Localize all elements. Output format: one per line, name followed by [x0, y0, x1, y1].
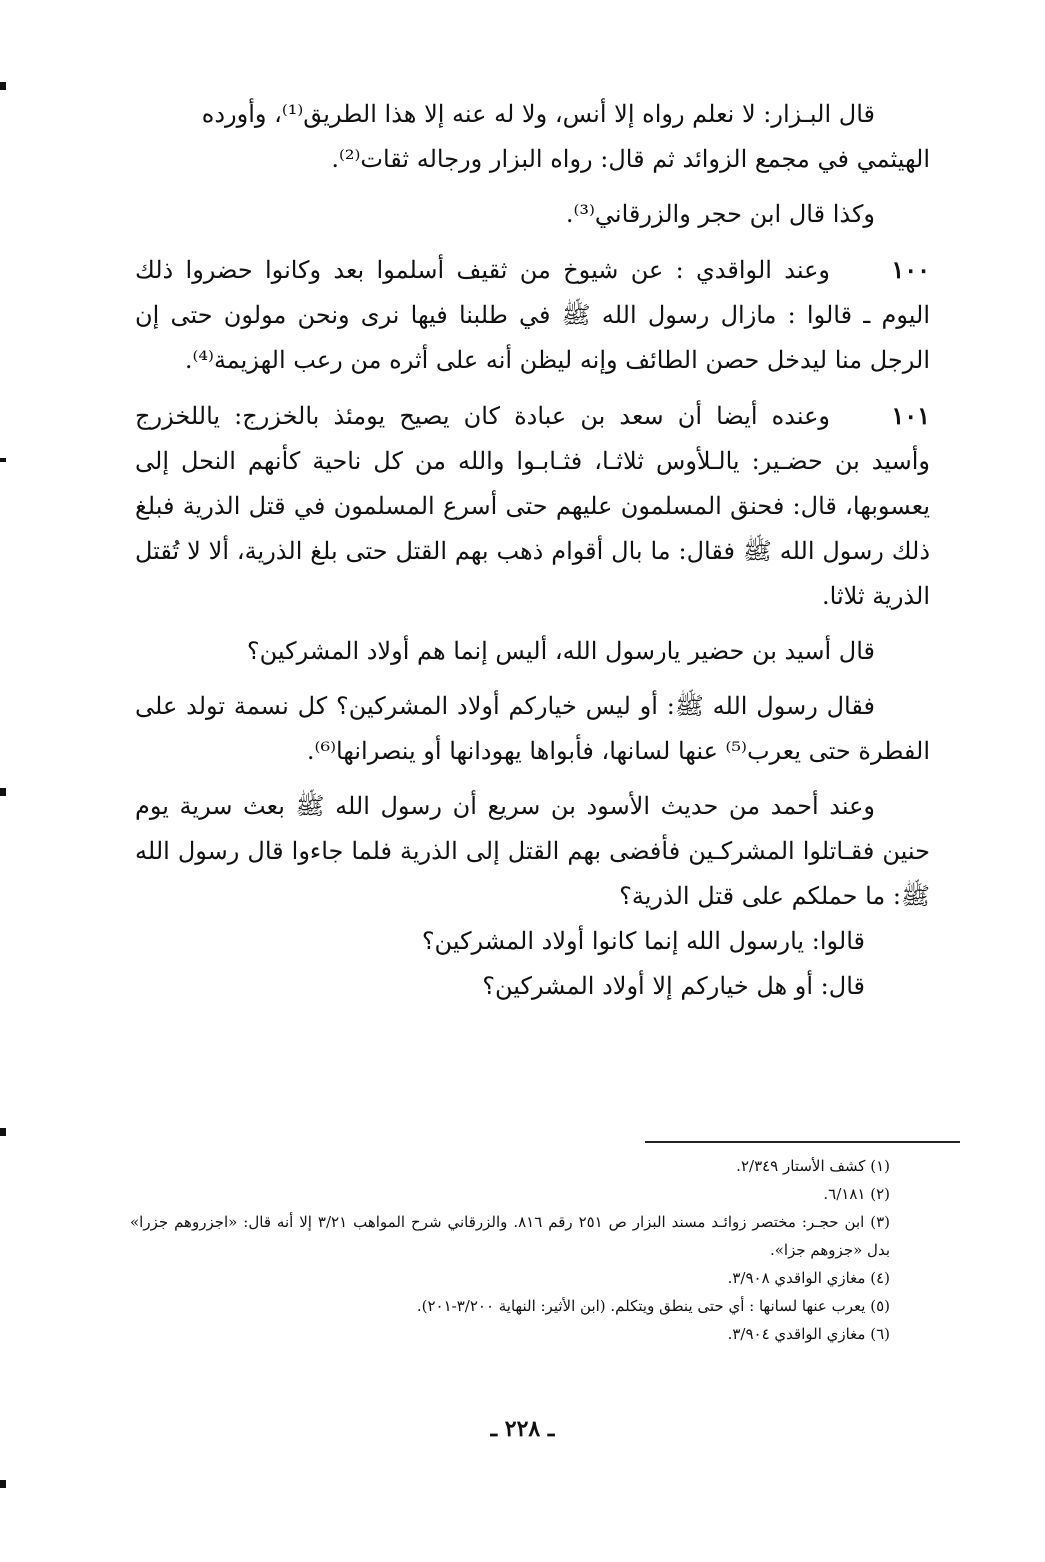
footnote: (٣) ابن حجـر: مختصر زوائـد مسند البزار ص ٢٥١ رقم ٨١٦. والزرقاني شرح المواهب ٣/٢١ إلا أنه قال: «اجزروهم جزرا» بدل «جزوهم جزا».	[130, 1213, 890, 1259]
dialogue-line: قال: أو هل خياركم إلا أولاد المشركين؟	[482, 972, 865, 1000]
scan-edge-mark	[0, 1128, 6, 1136]
footnote: (١) كشف الأستار ٢/٣٤٩.	[736, 1157, 890, 1175]
hadith-number: ١٠٠	[891, 255, 930, 284]
hadith-number: ١٠١	[891, 401, 930, 430]
main-text	[135, 92, 930, 1019]
paragraph-101	[135, 393, 930, 619]
paragraph-text: وعند الواقدي : عن شيوخ من ثقيف أسلموا بعد وكانوا حضروا ذلك اليوم ـ قالوا : مازال رسول الله ﷺ في طلبنا فيها نرى ونحن مولون حتى إن الرجل منا ليدخل حصن الطائف وإنه ليظن أنه على أثره من رعب الهزيمة⁽⁴⁾.	[135, 256, 930, 374]
footnote-divider	[645, 1141, 960, 1143]
paragraph-100	[135, 247, 930, 383]
dialogue-line: قالوا: يارسول الله إنما كانوا أولاد المشركين؟	[421, 927, 865, 955]
paragraph-line: الهيثمي في مجمع الزوائد ثم قال: رواه البزار ورجاله ثقات⁽²⁾.	[331, 145, 930, 173]
paragraph-prophet-reply: فقال رسول الله ﷺ: أو ليس خياركم أولاد المشركين؟ كل نسمة تولد على الفطرة حتى يعرب⁽⁵⁾ عنها لسانها، فأبواها يهودانها أو ينصرانها⁽⁶⁾.	[135, 692, 930, 765]
scan-edge-mark	[0, 458, 6, 462]
paragraph-ibn-hajar: وكذا قال ابن حجر والزرقاني⁽³⁾.	[565, 200, 875, 228]
paragraph-usayd: قال أسيد بن حضير يارسول الله، أليس إنما هم أولاد المشركين؟	[246, 637, 875, 665]
footnote: (٦) مغازي الواقدي ٣/٩٠٤.	[727, 1325, 890, 1343]
scan-edge-mark	[0, 1480, 6, 1488]
footnote: (٢) ٦/١٨١.	[823, 1185, 890, 1203]
footnote: (٥) يعرب عنها لسانها : أي حتى ينطق ويتكلم. (ابن الأثير: النهاية ٣/٢٠٠-٢٠١).	[416, 1297, 890, 1315]
dialogue	[135, 919, 930, 1009]
paragraph-ahmad: وعند أحمد من حديث الأسود بن سريع أن رسول الله ﷺ بعث سرية يوم حنين فقـاتلوا المشركـين فأفضى بهم القتل إلى الذرية فلما جاءوا قال رسول الله ﷺ: ما حملكم على قتل الذرية؟	[135, 792, 930, 910]
footnotes	[130, 1152, 890, 1348]
paragraph-line: قال البـزار: لا نعلم رواه إلا أنس، ولا له عنه إلا هذا الطريق⁽¹⁾، وأورده	[201, 100, 875, 128]
paragraph-bazzar	[135, 92, 930, 182]
scan-edge-mark	[0, 788, 6, 796]
page-number: ـ ٢٢٨ ـ	[490, 1416, 555, 1442]
paragraph-text: وعنده أيضا أن سعد بن عبادة كان يصيح يومئذ بالخزرج: ياللخزرج وأسيد بن حضـير: يالـلأوس ثلاثـا، فثـابـوا والله من كل ناحية كأنهم النحل إلى يعسوبها، قال: فحنق المسلمون عليهم حتى أسرع المسلمون في قتل الذرية فبلغ ذلك رسول الله ﷺ فقال: ما بال أقوام ذهب بهم القتل حتى بلغ الذرية، ألا لا تُقتل الذرية ثلاثا.	[135, 402, 931, 610]
scan-edge-mark	[0, 82, 6, 90]
footnote: (٤) مغازي الواقدي ٣/٩٠٨.	[727, 1269, 890, 1287]
